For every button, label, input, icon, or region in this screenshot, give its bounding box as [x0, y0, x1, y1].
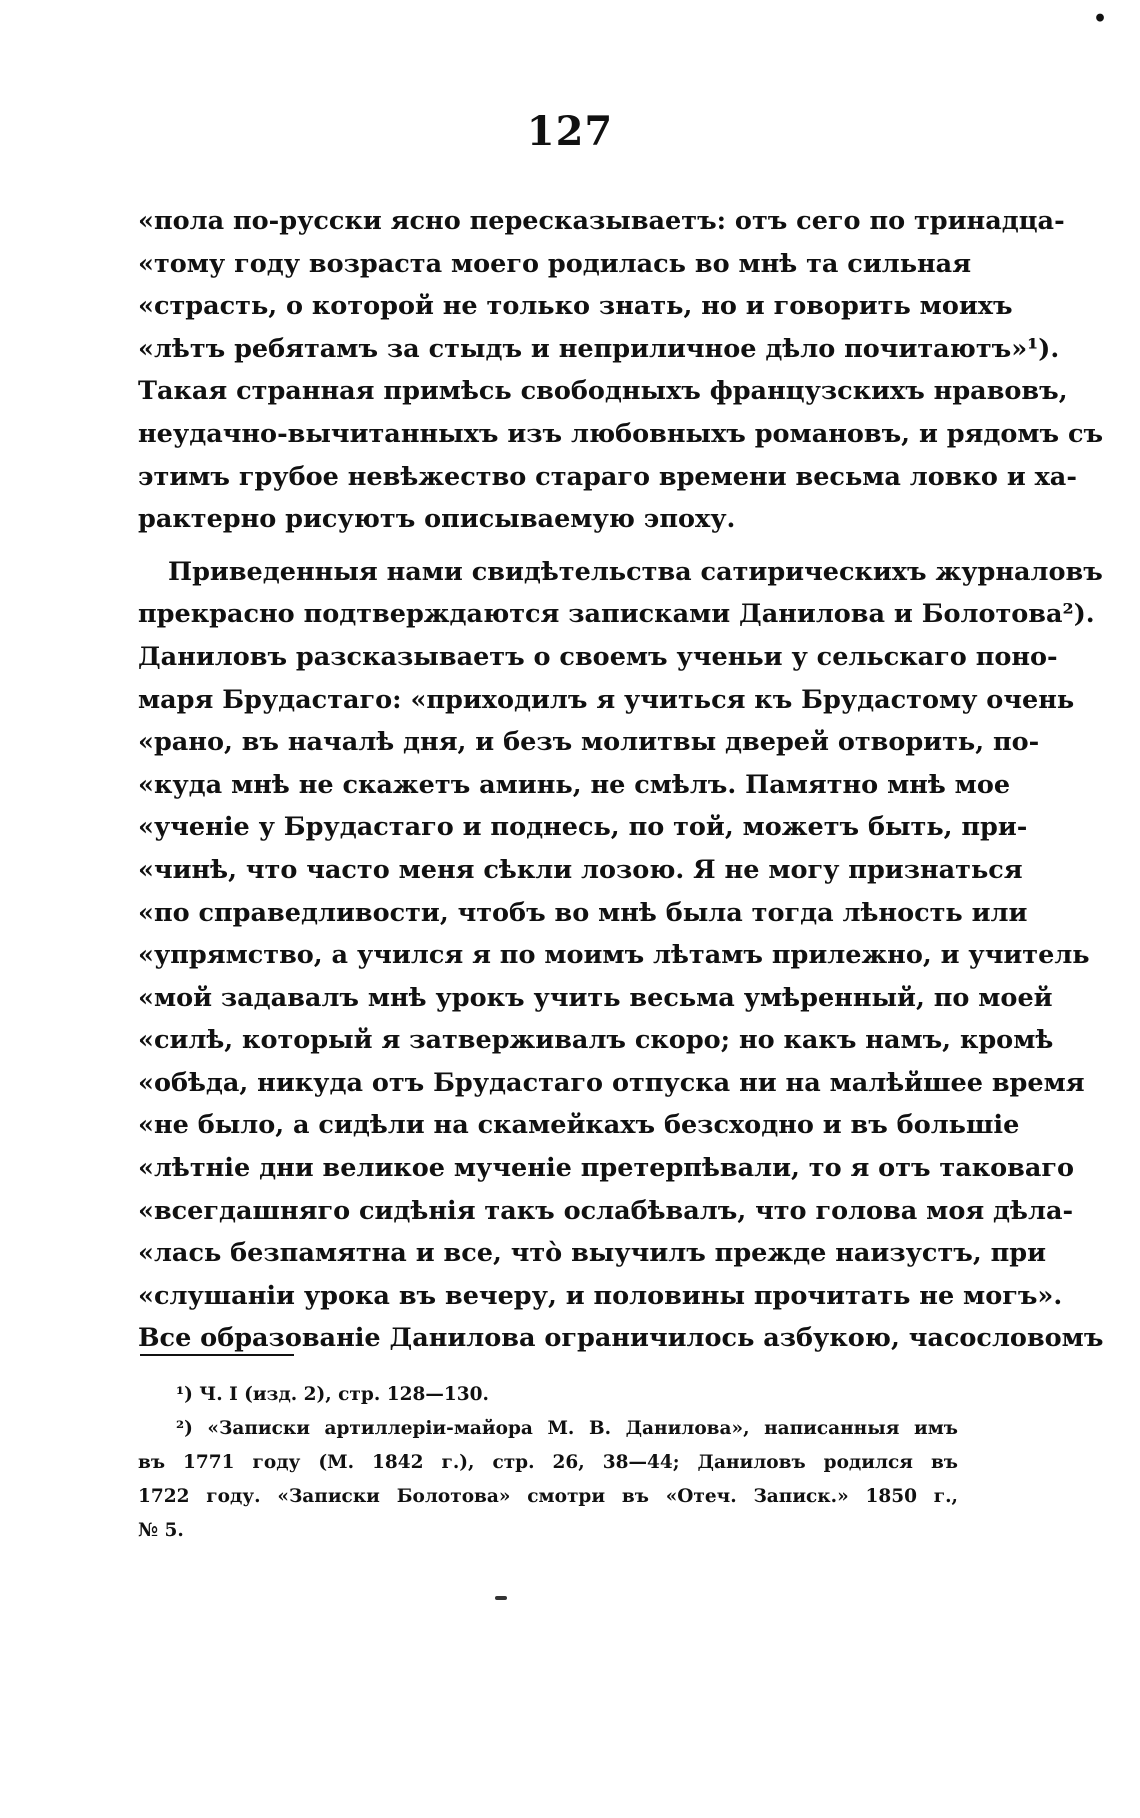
text-line: маря Брудастаго: «приходилъ я учиться къ Брудастому очень [138, 684, 1075, 715]
text-line: этимъ грубое невѣжество стараго времени весьма ловко и ха- [138, 461, 1077, 492]
text-line: неудачно-вычитанныхъ изъ любовныхъ романовъ, и рядомъ съ [138, 418, 1104, 449]
text-line: Такая странная примѣсь свободныхъ французскихъ нравовъ, [138, 376, 1068, 407]
text-line: «мой задавалъ мнѣ урокъ учить весьма умѣренный, по моей [138, 982, 1053, 1013]
text-line: «пола по-русски ясно пересказываетъ: отъ сего по тринадца- [138, 206, 1065, 236]
footnote-2: ²) «Записки артиллеріи-майора М. В. Данилова», написанныя имъ [176, 1418, 958, 1439]
page-number: 127 [526, 108, 614, 155]
text-line: «не было, а сидѣли на скамейкахъ безсходно и въ большіе [138, 1110, 1020, 1141]
text-line: «рано, въ началѣ дня, и безъ молитвы дверей отворить, по- [138, 727, 1040, 758]
page-corner-mark: • [1093, 6, 1108, 32]
footnote-line: въ 1771 году (М. 1842 г.), стр. 26, 38—44; Даниловъ родился въ [138, 1452, 958, 1473]
footnote-1: ¹) Ч. I (изд. 2), стр. 128—130. [176, 1384, 489, 1405]
text-line: «ученіе у Брудастаго и поднесь, по той, можетъ быть, при- [138, 812, 1028, 843]
text-line: «лѣтъ ребятамъ за стыдъ и неприличное дѣло почитаютъ»¹). [138, 333, 1060, 364]
text-line: «силѣ, который я затверживалъ скоро; но какъ намъ, кромѣ [138, 1025, 1054, 1056]
text-line: «по справедливости, чтобъ во мнѣ была тогда лѣность или [138, 897, 1028, 928]
text-line: «лѣтніе дни великое мученіе претерпѣвали, то я отъ таковаго [138, 1153, 1075, 1184]
text-line: Даниловъ разсказываетъ о своемъ ученьи у сельскаго поно- [138, 641, 1058, 672]
text-line: «упрямство, а учился я по моимъ лѣтамъ прилежно, и учитель [138, 940, 1090, 971]
text-line: «лась безпамятна и все, что̀ выучилъ прежде наизустъ, при [138, 1238, 1046, 1269]
body-text [138, 200, 1104, 1360]
text-line: прекрасно подтверждаются записками Данилова и Болотова²). [138, 599, 1095, 630]
footnote-rule [140, 1354, 294, 1356]
text-line: «слушаніи урока въ вечеру, и половины прочитать не могъ». [138, 1280, 1063, 1311]
ink-speck [495, 1596, 507, 1600]
footnote-line: 1722 году. «Записки Болотова» смотри въ «Отеч. Записк.» 1850 г., [138, 1486, 958, 1507]
footnote-line: № 5. [138, 1520, 184, 1541]
text-line: «всегдашняго сидѣнія такъ ослабѣвалъ, что голова моя дѣла- [138, 1195, 1074, 1226]
text-line: «страсть, о которой не только знать, но и говорить моихъ [138, 291, 1013, 322]
text-line: «тому году возраста моего родилась во мнѣ та сильная [138, 248, 972, 279]
text-line: рактерно рисуютъ описываемую эпоху. [138, 504, 736, 535]
text-line: «куда мнѣ не скажетъ аминь, не смѣлъ. Памятно мнѣ мое [138, 769, 1011, 800]
paragraph-first-line: Приведенныя нами свидѣтельства сатирическихъ журналовъ [168, 556, 1103, 587]
text-line: «обѣда, никуда отъ Брудастаго отпуска ни на малѣйшее время [138, 1067, 1085, 1098]
text-line: Все образованіе Данилова ограничилось азбукою, часословомъ [138, 1323, 1104, 1354]
footnotes [138, 1378, 958, 1548]
text-line: «чинѣ, что часто меня сѣкли лозою. Я не могу признаться [138, 854, 1023, 885]
